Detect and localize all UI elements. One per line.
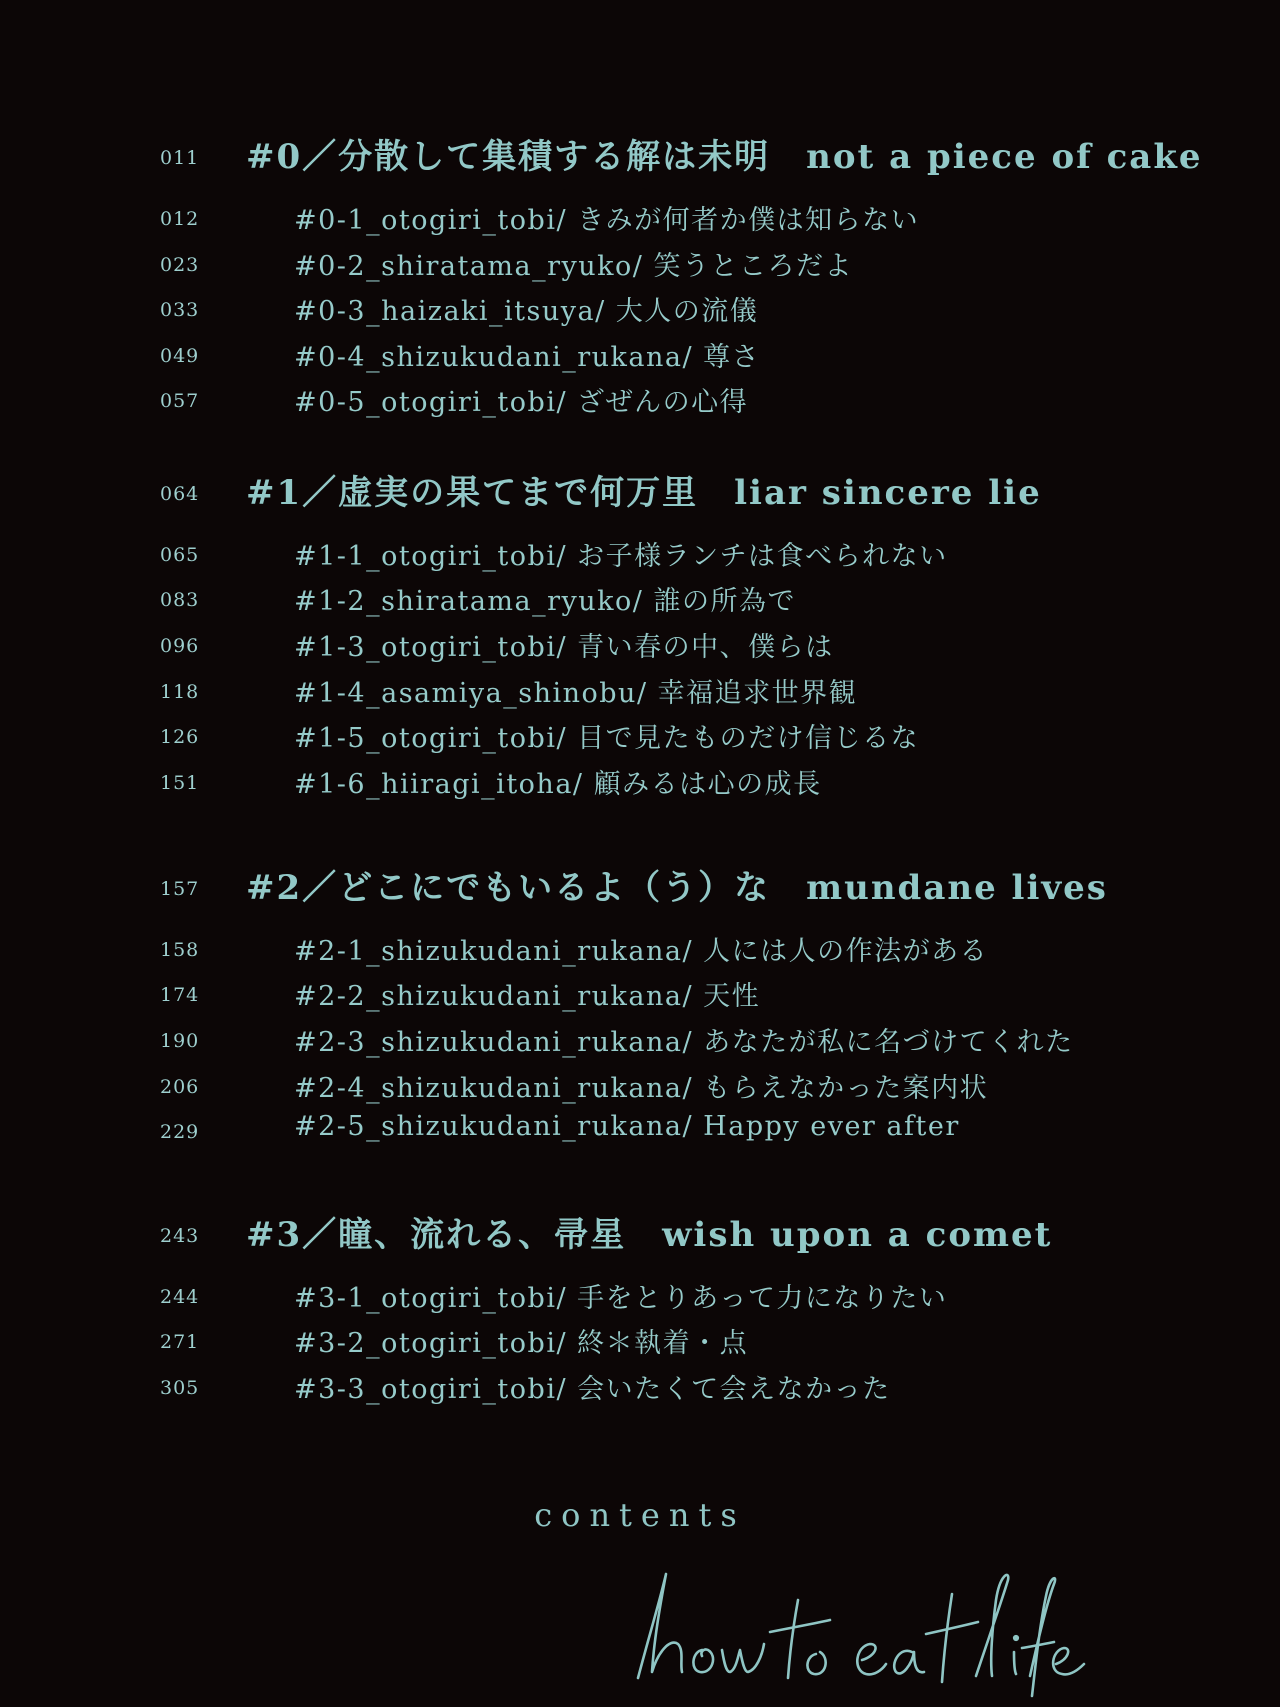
entry-title: #0-3_haizaki_itsuya/ 大人の流儀 [294,296,759,327]
entry-page-number: 244 [160,1286,200,1308]
entry-title: #2-5_shizukudani_rukana/ Happy ever after [294,1111,960,1142]
entry-page-number: 151 [160,772,200,794]
chapter-heading[interactable] [0,465,1280,511]
chapter-page-number: 064 [160,483,200,505]
entry-page-number: 065 [160,544,200,566]
chapter-heading[interactable] [0,1207,1280,1253]
chapter-page-number: 011 [160,147,200,169]
entry-title: #1-5_otogiri_tobi/ 目で見たものだけ信じるな [294,723,920,754]
entry-page-number: 271 [160,1331,200,1353]
toc-entry[interactable] [0,376,1280,422]
toc-entry[interactable] [0,925,1280,971]
toc-entry[interactable] [0,331,1280,377]
entry-page-number: 023 [160,254,200,276]
entry-page-number: 126 [160,726,200,748]
entry-title: #2-3_shizukudani_rukana/ あなたが私に名づけてくれた [294,1027,1074,1058]
chapter-page-number: 157 [160,878,200,900]
entry-title: #0-5_otogiri_tobi/ ざぜんの心得 [294,387,749,418]
entry-page-number: 012 [160,208,200,230]
toc-entry[interactable] [0,1062,1280,1108]
entry-page-number: 057 [160,390,200,412]
toc-entry[interactable] [0,1107,1280,1153]
entry-title: #2-4_shizukudani_rukana/ もらえなかった案内状 [294,1073,989,1104]
toc-entry[interactable] [0,758,1280,804]
entry-page-number: 305 [160,1377,200,1399]
toc-entry[interactable] [0,285,1280,331]
entry-title: #2-2_shizukudani_rukana/ 天性 [294,981,761,1012]
toc-entry[interactable] [0,1016,1280,1062]
entry-title: #1-1_otogiri_tobi/ お子様ランチは食べられない [294,541,948,572]
entry-title: #1-6_hiiragi_itoha/ 顧みるは心の成長 [294,769,822,800]
toc-entry[interactable] [0,667,1280,713]
chapter-heading[interactable] [0,860,1280,906]
entry-title: #1-3_otogiri_tobi/ 青い春の中、僕らは [294,632,834,663]
toc-entry[interactable] [0,970,1280,1016]
toc-entry[interactable] [0,1317,1280,1363]
entry-page-number: 096 [160,635,200,657]
entry-page-number: 049 [160,345,200,367]
entry-page-number: 174 [160,984,200,1006]
entry-title: #3-2_otogiri_tobi/ 終＊執着・点 [294,1328,749,1359]
chapter-title: #3／瞳、流れる、帚星 wish upon a comet [246,1215,1053,1255]
entry-title: #3-1_otogiri_tobi/ 手をとりあって力になりたい [294,1283,948,1314]
entry-title: #0-1_otogiri_tobi/ きみが何者か僕は知らない [294,205,920,236]
entry-page-number: 229 [160,1121,200,1143]
chapter-title: #2／どこにでもいるよ（う）な mundane lives [246,868,1108,908]
toc-entry[interactable] [0,575,1280,621]
toc-entry[interactable] [0,240,1280,286]
toc-entry[interactable] [0,621,1280,667]
chapter-title: #0／分散して集積する解は未明 not a piece of cake [246,137,1203,177]
chapter-page-number: 243 [160,1225,200,1247]
contents-label: contents [534,1496,746,1534]
toc-entry[interactable] [0,712,1280,758]
entry-title: #2-1_shizukudani_rukana/ 人には人の作法がある [294,936,989,967]
toc-entry[interactable] [0,194,1280,240]
entry-title: #0-2_shiratama_ryuko/ 笑うところだよ [294,251,853,282]
toc-entry[interactable] [0,1272,1280,1318]
entry-page-number: 083 [160,589,200,611]
chapter-heading[interactable] [0,129,1280,175]
entry-title: #3-3_otogiri_tobi/ 会いたくて会えなかった [294,1374,891,1405]
entry-title: #1-4_asamiya_shinobu/ 幸福追求世界観 [294,678,858,709]
entry-page-number: 118 [160,681,200,703]
entry-page-number: 033 [160,299,200,321]
entry-page-number: 190 [160,1030,200,1052]
toc-entry[interactable] [0,530,1280,576]
chapter-title: #1／虚実の果てまで何万里 liar sincere lie [246,473,1042,513]
entry-page-number: 206 [160,1076,200,1098]
entry-title: #1-2_shiratama_ryuko/ 誰の所為で [294,586,796,617]
entry-title: #0-4_shizukudani_rukana/ 尊さ [294,342,761,373]
toc-entry[interactable] [0,1363,1280,1409]
how-to-eat-life-logo [630,1560,1090,1700]
entry-page-number: 158 [160,939,200,961]
